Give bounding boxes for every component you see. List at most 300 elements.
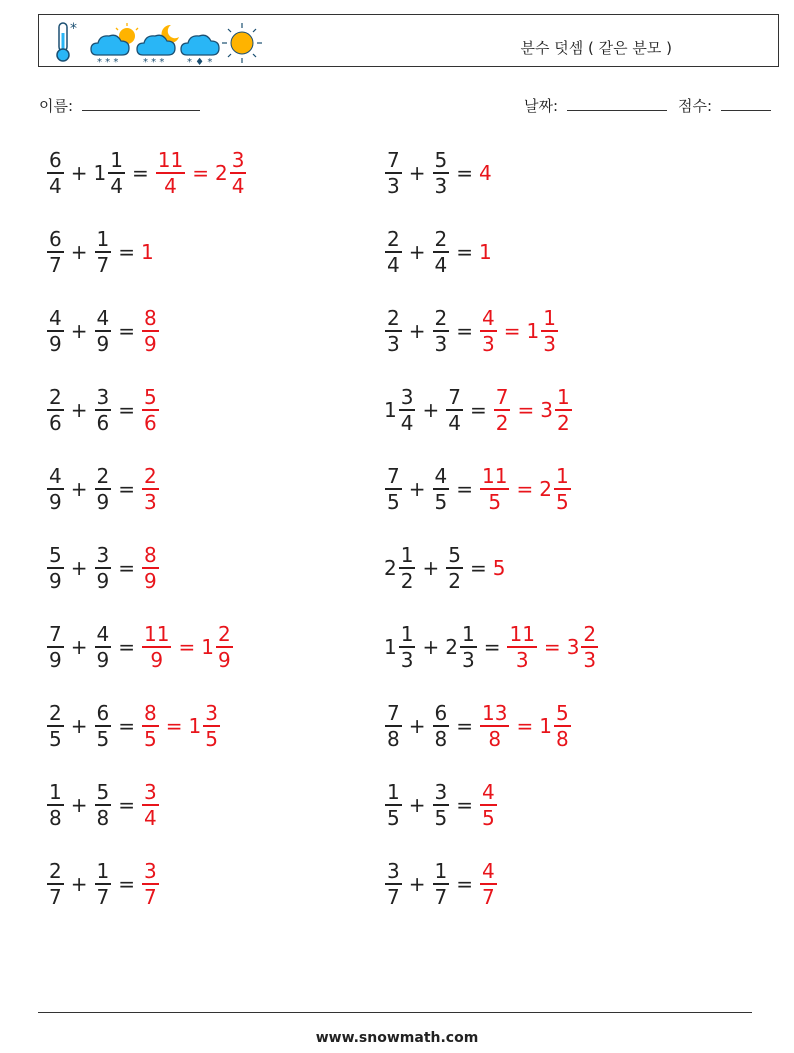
number-term — [493, 385, 512, 435]
fraction — [95, 622, 112, 672]
problem-item — [46, 459, 160, 519]
number-term — [445, 385, 464, 435]
number-term — [46, 306, 65, 356]
denominator: 3 — [515, 647, 529, 672]
plus-sign: + — [408, 161, 426, 185]
fraction — [446, 385, 463, 435]
number-term — [46, 622, 65, 672]
number-term — [384, 701, 403, 751]
number-term — [432, 464, 451, 514]
number-term — [94, 227, 113, 277]
fraction — [230, 148, 247, 198]
whole-number: 1 — [479, 240, 492, 264]
number-term — [214, 148, 247, 198]
numerator: 1 — [400, 622, 414, 647]
denominator: 3 — [583, 647, 597, 672]
answer — [141, 385, 160, 435]
denominator: 5 — [96, 726, 110, 751]
footer-url: www.snowmath.com — [315, 1030, 479, 1046]
number-term — [94, 543, 113, 593]
numerator: 1 — [434, 859, 448, 884]
fraction — [554, 701, 571, 751]
number-term — [432, 148, 451, 198]
name-field[interactable] — [39, 95, 200, 116]
answer — [479, 240, 493, 264]
fraction — [554, 464, 571, 514]
plus-sign: + — [70, 477, 88, 501]
numerator: 3 — [144, 859, 157, 884]
equals-sign: = — [118, 793, 135, 817]
equals-sign: = — [456, 240, 473, 264]
equals-sign: = — [118, 398, 135, 422]
whole-number: 2 — [539, 477, 552, 501]
name-label: 이름: — [39, 97, 74, 115]
whole-number: 1 — [526, 319, 540, 343]
denominator: 4 — [110, 173, 123, 198]
denominator: 2 — [400, 568, 414, 593]
number-term — [46, 385, 65, 435]
plus-sign: + — [422, 635, 440, 659]
numerator: 1 — [556, 385, 570, 410]
denominator: 4 — [400, 410, 414, 435]
fraction — [555, 385, 572, 435]
number-term — [384, 464, 403, 514]
equals-sign: = — [456, 793, 473, 817]
sun-icon — [222, 23, 262, 63]
numerator: 7 — [387, 148, 400, 173]
answer — [479, 161, 493, 185]
denominator: 5 — [387, 489, 400, 514]
numerator: 1 — [461, 622, 475, 647]
denominator: 7 — [482, 884, 495, 909]
problem-item — [46, 143, 247, 203]
plus-sign: + — [422, 398, 440, 422]
numerator: 6 — [434, 701, 448, 726]
numerator: 8 — [144, 306, 157, 331]
numerator: 2 — [217, 622, 231, 647]
fraction — [480, 464, 509, 514]
number-term — [432, 701, 451, 751]
whole-number: 1 — [384, 398, 397, 422]
date-blank[interactable] — [567, 96, 667, 111]
denominator: 8 — [488, 726, 502, 751]
fraction — [385, 306, 402, 356]
whole-number: 1 — [93, 161, 107, 185]
equals-sign: = — [483, 635, 501, 659]
fraction — [581, 622, 598, 672]
number-term — [566, 622, 599, 672]
fraction — [142, 543, 159, 593]
equals-sign: = — [118, 872, 135, 896]
whole-number: 3 — [566, 635, 580, 659]
plus-sign: + — [408, 240, 426, 264]
numerator: 8 — [144, 701, 157, 726]
fraction — [433, 227, 450, 277]
fraction — [142, 306, 159, 356]
problem-item — [46, 617, 234, 677]
svg-text:* * *: * * * — [97, 57, 119, 65]
numerator: 4 — [482, 859, 495, 884]
fraction — [47, 148, 64, 198]
numerator: 6 — [96, 701, 110, 726]
number-term — [46, 543, 65, 593]
denominator: 4 — [387, 252, 400, 277]
whole-number: 3 — [540, 398, 553, 422]
denominator: 7 — [49, 252, 62, 277]
denominator: 9 — [217, 647, 231, 672]
problem-item — [46, 380, 160, 440]
number-term — [479, 306, 498, 356]
fraction — [433, 701, 450, 751]
equals-sign: = — [118, 477, 135, 501]
plus-sign: + — [408, 872, 426, 896]
problem-item — [384, 538, 506, 598]
plus-sign: + — [70, 556, 88, 580]
name-blank[interactable] — [82, 96, 200, 111]
number-term — [46, 859, 65, 909]
fraction — [385, 227, 402, 277]
fraction — [142, 859, 159, 909]
fraction — [480, 701, 509, 751]
equals-sign: = — [503, 319, 521, 343]
problem-item — [384, 617, 599, 677]
denominator: 4 — [49, 173, 62, 198]
fraction — [156, 148, 185, 198]
score-blank[interactable] — [721, 96, 771, 111]
number-term — [141, 240, 155, 264]
fraction — [460, 622, 477, 672]
numerator: 1 — [400, 543, 414, 568]
denominator: 3 — [387, 331, 400, 356]
denominator: 3 — [434, 331, 448, 356]
header-box — [38, 14, 779, 67]
fraction — [142, 622, 171, 672]
denominator: 8 — [49, 805, 62, 830]
denominator: 6 — [49, 410, 62, 435]
fraction — [95, 543, 112, 593]
number-term — [445, 543, 464, 593]
denominator: 8 — [387, 726, 400, 751]
thermometer-icon — [57, 21, 77, 61]
numerator: 3 — [144, 780, 157, 805]
numerator: 3 — [96, 543, 110, 568]
plus-sign: + — [70, 793, 88, 817]
numerator: 2 — [434, 227, 448, 252]
denominator: 7 — [387, 884, 400, 909]
fraction — [47, 780, 64, 830]
numerator: 2 — [49, 859, 62, 884]
fraction — [385, 780, 402, 830]
whole-number: 2 — [445, 635, 458, 659]
equals-sign: = — [118, 240, 135, 264]
answer — [506, 622, 599, 672]
whole-number: 4 — [479, 161, 492, 185]
numerator: 5 — [96, 780, 110, 805]
numerator: 4 — [96, 306, 110, 331]
problem-item — [384, 775, 498, 835]
whole-number: 1 — [201, 635, 214, 659]
fraction — [494, 385, 511, 435]
equals-sign: = — [469, 556, 487, 580]
number-term — [432, 859, 451, 909]
denominator: 9 — [49, 568, 62, 593]
denominator: 5 — [434, 805, 448, 830]
fraction — [142, 701, 159, 751]
numerator: 3 — [96, 385, 110, 410]
denominator: 4 — [434, 252, 448, 277]
denominator: 5 — [205, 726, 218, 751]
fraction — [95, 859, 112, 909]
numerator: 5 — [434, 148, 448, 173]
number-term — [479, 161, 493, 185]
number-term — [94, 622, 113, 672]
denominator: 9 — [96, 568, 110, 593]
numerator: 1 — [543, 306, 556, 331]
number-term — [94, 701, 113, 751]
number-term — [479, 240, 493, 264]
number-term — [479, 701, 510, 751]
denominator: 3 — [543, 331, 556, 356]
denominator: 4 — [144, 805, 157, 830]
problem-item — [384, 380, 573, 440]
svg-text:* ♦ *: * ♦ * — [187, 57, 213, 65]
number-term — [493, 556, 507, 580]
number-term — [141, 780, 160, 830]
answer — [141, 464, 160, 514]
number-term — [46, 464, 65, 514]
page-title: 분수 덧셈 ( 같은 분모 ) — [520, 39, 672, 57]
denominator: 9 — [150, 647, 164, 672]
denominator: 2 — [448, 568, 461, 593]
problem-item — [384, 143, 493, 203]
plus-sign: + — [70, 872, 88, 896]
numerator: 2 — [144, 464, 157, 489]
fraction — [385, 859, 402, 909]
denominator: 3 — [461, 647, 475, 672]
numerator: 2 — [583, 622, 597, 647]
whole-number: 1 — [188, 714, 202, 738]
equals-sign: = — [118, 556, 135, 580]
numerator: 3 — [400, 385, 414, 410]
denominator: 3 — [400, 647, 414, 672]
number-term — [46, 227, 65, 277]
number-term — [201, 622, 233, 672]
numerator: 4 — [482, 306, 495, 331]
numerator: 6 — [49, 148, 62, 173]
date-field[interactable] — [524, 95, 667, 116]
numerator: 2 — [387, 306, 400, 331]
number-term — [94, 306, 113, 356]
fraction — [480, 780, 497, 830]
fraction — [47, 622, 64, 672]
equals-sign: = — [178, 635, 196, 659]
number-term — [46, 780, 65, 830]
number-term — [384, 227, 403, 277]
equals-sign: = — [543, 635, 561, 659]
number-term — [384, 148, 403, 198]
plus-sign: + — [70, 161, 88, 185]
equals-sign: = — [469, 398, 487, 422]
number-term — [384, 859, 403, 909]
numerator: 4 — [434, 464, 448, 489]
numerator: 5 — [49, 543, 62, 568]
fraction — [142, 385, 159, 435]
numerator: 11 — [157, 148, 184, 173]
numerator: 7 — [49, 622, 62, 647]
problem-item — [384, 301, 559, 361]
answer — [493, 385, 573, 435]
number-term — [141, 543, 160, 593]
fraction — [433, 780, 450, 830]
numerator: 11 — [144, 622, 170, 647]
answer — [141, 780, 160, 830]
denominator: 7 — [96, 884, 110, 909]
number-term — [141, 701, 160, 751]
number-term — [141, 622, 172, 672]
numerator: 5 — [448, 543, 461, 568]
answer — [141, 543, 160, 593]
plus-sign: + — [70, 635, 88, 659]
problem-item — [46, 696, 221, 756]
equals-sign: = — [118, 714, 135, 738]
score-label: 점수: — [678, 97, 713, 115]
numerator: 2 — [387, 227, 400, 252]
whole-number: 1 — [141, 240, 154, 264]
problem-item — [46, 775, 160, 835]
fraction — [47, 385, 64, 435]
number-term — [432, 227, 451, 277]
numerator: 1 — [387, 780, 400, 805]
answer — [155, 148, 248, 198]
number-term — [141, 464, 160, 514]
denominator: 8 — [96, 805, 110, 830]
date-label: 날짜: — [524, 97, 559, 115]
numerator: 1 — [96, 227, 110, 252]
denominator: 4 — [448, 410, 461, 435]
fraction — [47, 859, 64, 909]
numerator: 7 — [387, 464, 400, 489]
problem-item — [384, 854, 498, 914]
answer — [141, 859, 160, 909]
numerator: 1 — [96, 859, 110, 884]
fraction — [399, 543, 416, 593]
denominator: 9 — [49, 647, 62, 672]
answer — [141, 701, 221, 751]
fraction — [142, 780, 159, 830]
fraction — [95, 227, 112, 277]
equals-sign: = — [516, 477, 534, 501]
denominator: 5 — [482, 805, 495, 830]
fraction — [446, 543, 463, 593]
number-term — [432, 306, 451, 356]
denominator: 4 — [231, 173, 245, 198]
plus-sign: + — [408, 714, 426, 738]
number-term — [141, 306, 160, 356]
equals-sign: = — [165, 714, 183, 738]
denominator: 5 — [387, 805, 400, 830]
answer — [479, 780, 498, 830]
fraction — [95, 701, 112, 751]
numerator: 4 — [49, 464, 62, 489]
fraction — [203, 701, 220, 751]
fraction — [433, 148, 450, 198]
number-term — [539, 701, 571, 751]
equals-sign: = — [516, 714, 534, 738]
numerator: 4 — [482, 780, 495, 805]
cloud-moon-snow-icon — [137, 25, 179, 65]
fraction — [108, 148, 125, 198]
problem-item — [46, 538, 160, 598]
score-field[interactable] — [678, 95, 771, 116]
equals-sign: = — [456, 477, 473, 501]
fraction — [507, 622, 536, 672]
numerator: 1 — [555, 464, 569, 489]
answer — [141, 240, 155, 264]
fraction — [216, 622, 233, 672]
plus-sign: + — [408, 793, 426, 817]
denominator: 7 — [49, 884, 62, 909]
cloud-rain-icon — [181, 35, 219, 65]
fraction — [47, 306, 64, 356]
number-term — [384, 622, 416, 672]
numerator: 11 — [509, 622, 535, 647]
problem-item — [384, 459, 572, 519]
numerator: 4 — [96, 622, 110, 647]
fraction — [385, 464, 402, 514]
plus-sign: + — [70, 398, 88, 422]
denominator: 9 — [96, 489, 110, 514]
denominator: 9 — [144, 568, 157, 593]
denominator: 3 — [387, 173, 400, 198]
denominator: 5 — [488, 489, 502, 514]
equals-sign: = — [517, 398, 535, 422]
number-term — [506, 622, 537, 672]
numerator: 7 — [495, 385, 509, 410]
number-term — [384, 543, 416, 593]
svg-text:*: * — [70, 21, 77, 37]
answer — [493, 556, 507, 580]
numerator: 3 — [387, 859, 400, 884]
denominator: 7 — [144, 884, 157, 909]
numerator: 5 — [555, 701, 569, 726]
footer-divider — [38, 1012, 752, 1013]
answer — [141, 622, 234, 672]
equals-sign: = — [456, 161, 473, 185]
fraction — [541, 306, 558, 356]
numerator: 2 — [49, 385, 62, 410]
numerator: 6 — [49, 227, 62, 252]
plus-sign: + — [70, 319, 88, 343]
weather-icons — [47, 19, 267, 69]
number-term — [539, 464, 571, 514]
number-term — [141, 385, 160, 435]
denominator: 6 — [96, 410, 110, 435]
fraction — [95, 780, 112, 830]
fraction — [47, 464, 64, 514]
number-term — [94, 780, 113, 830]
number-term — [384, 385, 416, 435]
denominator: 5 — [144, 726, 157, 751]
fraction — [399, 622, 416, 672]
fraction — [433, 306, 450, 356]
numerator: 1 — [49, 780, 62, 805]
numerator: 7 — [387, 701, 400, 726]
fraction — [433, 859, 450, 909]
numerator: 3 — [231, 148, 245, 173]
denominator: 6 — [144, 410, 157, 435]
denominator: 9 — [96, 647, 110, 672]
whole-number: 2 — [214, 161, 228, 185]
